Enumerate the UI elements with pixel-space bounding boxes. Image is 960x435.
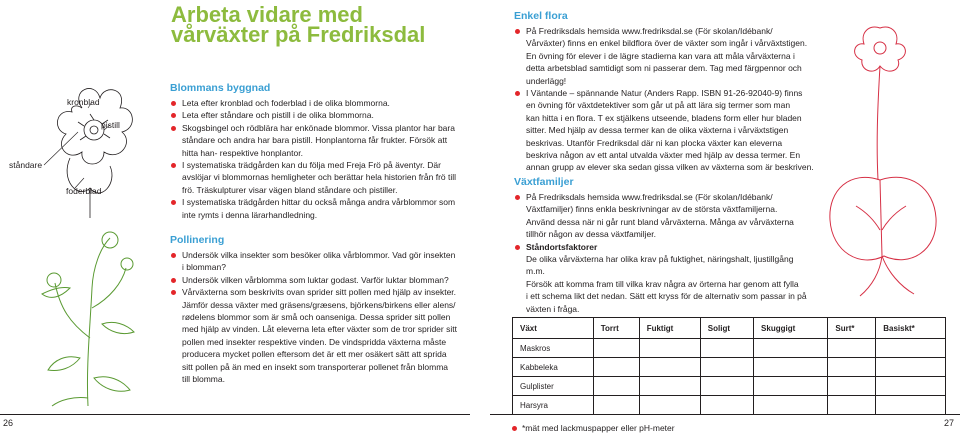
list-item: På Fredriksdals hemsida www.fredriksdal.se (För skolan/Idébank/: [514, 191, 814, 203]
table-cell: [639, 377, 700, 396]
label-standare: ståndare: [9, 160, 43, 170]
footnote: [512, 423, 675, 433]
table-cell: [754, 396, 828, 415]
table-row: [513, 358, 946, 377]
table-cell: [593, 377, 639, 396]
table-header-cell: Basiskt*: [876, 318, 946, 339]
list-item-continuation: beskrivas. Utanför Fredriksdal där ni kan plocka växter kan eleverna: [526, 137, 783, 148]
table-cell: [593, 358, 639, 377]
table-header-row: [513, 318, 946, 339]
list-item: På Fredriksdals hemsida www.fredriksdal.se (För skolan/Idébank/: [514, 25, 814, 37]
title-line-2: vårväxter på Fredriksdal: [171, 22, 426, 47]
table-header-cell: Torrt: [593, 318, 639, 339]
table-header-cell: Fuktigt: [639, 318, 700, 339]
table-cell-plant: Gulplister: [513, 377, 594, 396]
table-header-cell: Soligt: [700, 318, 753, 339]
list-item-continuation: underlägg!: [526, 75, 567, 86]
table-cell: [593, 396, 639, 415]
table-header-cell: Surt*: [828, 318, 876, 339]
section-blommans-byggnad: [170, 82, 490, 221]
list-item-continuation: rødelens blommor som är små och oanseniga. Dessa sprider sitt pollen: [182, 312, 451, 323]
list-item-continuation: De olika vårväxterna har olika krav på fuktighet, näringshalt, ljustillgång: [526, 254, 794, 265]
section-pollinering: [170, 234, 490, 385]
list-item-continuation: pollen med insekter respektive vinden. De vindspridda växterna måste: [182, 336, 447, 347]
table-cell: [700, 396, 753, 415]
footer-rule-right: [490, 414, 960, 415]
list-item-continuation: sitter. Med hjälp av dessa termer kan de olika växterna i vårväxtstigen: [526, 125, 789, 136]
list-item-continuation: En övning för elever i de lägre stadierna kan vara att måla vårväxterna i: [526, 50, 795, 61]
list-item-continuation: kan hitta i en flora. T ex stjälkens utseende, bladens form eller hur bladen: [526, 112, 802, 123]
table-cell: [828, 396, 876, 415]
list-item: I systematiska trädgården kan du följa med Freja Frö på äventyr. Där: [170, 159, 490, 171]
list-item-continuation: med hjälp av vinden. Låt eleverna leta efter växter som de tror sprider sitt: [182, 324, 457, 335]
table-cell: [700, 339, 753, 358]
list-item-continuation: m.m.: [526, 266, 545, 277]
table-cell: [700, 377, 753, 396]
list-item-continuation: detta arbetsblad samtidigt som ni passerar dem. Tag med färgpennor och: [526, 63, 802, 74]
list-item-continuation: Jämför dessa växter med gräsens/græsens, björkens/birkens eller alens/: [182, 299, 456, 310]
list-item-heading: Ståndortsfaktorer: [514, 241, 814, 253]
heading-pollinering: Pollinering: [170, 234, 225, 246]
page-title: [171, 2, 471, 47]
footer-rule-left: [0, 414, 470, 415]
list-item-continuation: Vårväxter) finns en enkel bildflora över de växter som ingår i vårväxtstigen.: [526, 38, 808, 49]
list-item-continuation: Använd dessa när ni går runt bland vårväxterna. Många av vårväxterna: [526, 216, 794, 227]
list-item-continuation: växten i fråga.: [526, 303, 580, 314]
page-number-right: 27: [944, 418, 955, 428]
table-cell: [876, 339, 946, 358]
table-cell: [828, 377, 876, 396]
list-item-continuation: ståndare och andra har bara pistill. Honplantorna får frukter. Försök att: [182, 135, 448, 146]
table-cell: [754, 339, 828, 358]
label-kronblad: kronblad: [67, 97, 100, 107]
list-item-continuation: Växtfamiljer) finns enkla beskrivningar av de största växtfamiljerna.: [526, 204, 778, 215]
list-item-continuation: sitt pollen på än med en insekt som transporterar pollenet från blomma: [182, 361, 448, 372]
buttercup-plant-illustration: [30, 228, 150, 408]
section-vaxtfamiljer: [514, 176, 814, 315]
list-item-continuation: i ett schema likt det nedan. Sätt ett kryss för de alternativ som passar in på: [526, 291, 807, 302]
table-cell: [700, 358, 753, 377]
table-row: [513, 339, 946, 358]
list-item-continuation: till blomma.: [182, 374, 225, 385]
heading-enkel-flora: Enkel flora: [514, 10, 568, 22]
list-item-continuation: Försök att komma fram till vilka krav några av örterna har genom att fylla: [526, 278, 799, 289]
table-cell: [639, 339, 700, 358]
list-item-continuation: i blomman?: [182, 262, 226, 273]
list-item: Vårväxterna som beskrivits ovan sprider sitt pollen med hjälp av insekter.: [170, 286, 490, 298]
table-cell: [828, 339, 876, 358]
section-enkel-flora: [514, 10, 814, 174]
heading-vaxtfamiljer: Växtfamiljer: [514, 176, 574, 188]
table-row: [513, 377, 946, 396]
list-item-continuation: producera mycket pollen eftersom det är ett mer osäkert sätt att sprida: [182, 349, 447, 360]
table-row: [513, 396, 946, 415]
title-line-1: Arbeta vidare med: [171, 2, 363, 27]
label-foderblad: foderblad: [66, 186, 102, 196]
list-item-continuation: annan grupp av elever ska sedan gissa vilken av växterna som är beskriven.: [526, 162, 814, 173]
list-item-continuation: tillhör någon av dessa växtfamiljer.: [526, 229, 656, 240]
table-cell: [593, 339, 639, 358]
table-cell-plant: Harsyra: [513, 396, 594, 415]
table-cell: [876, 377, 946, 396]
list-item-continuation: avslöjar vi blommornas hemligheter och berättar hela historien från frö till: [182, 172, 457, 183]
list-item: I Väntande – spännande Natur (Anders Rapp. ISBN 91-26-92040-9) finns: [514, 87, 814, 99]
list-item: Leta efter ståndare och pistill i de olika blommorna.: [170, 109, 490, 121]
list-item: Undersök vilka insekter som besöker olika vårblommor. Vad gör insekten: [170, 249, 490, 261]
table-cell-plant: Kabbeleka: [513, 358, 594, 377]
flower-diagram-illustration: [0, 70, 165, 220]
table-header-cell: Växt: [513, 318, 594, 339]
list-item: Undersök vilken vårblomma som luktar godast. Varför luktar blomman?: [170, 274, 490, 286]
table-cell-plant: Maskros: [513, 339, 594, 358]
list-item-continuation: en övning för växtdetektiver som går ut på att lära sig termer som man: [526, 100, 791, 111]
footnote-text: *mät med lackmuspapper eller pH-meter: [522, 423, 675, 433]
list-item-continuation: beskriva någon av ett antal utvalda växter med hjälp av dessa termer. En: [526, 150, 801, 161]
wood-sorrel-plant-illustration: [810, 20, 958, 300]
table-cell: [754, 377, 828, 396]
table-cell: [828, 358, 876, 377]
list-item-continuation: inte rymts i denna lärarhandledning.: [182, 209, 318, 220]
list-item: Skogsbingel och rödblära har enkönade blommor. Vissa plantor har bara: [170, 122, 490, 134]
table-cell: [876, 358, 946, 377]
page-number-left: 26: [3, 418, 14, 428]
table-header-cell: Skuggigt: [754, 318, 828, 339]
label-pistill: pistill: [101, 120, 120, 130]
plant-conditions-table: [512, 317, 946, 415]
table-cell: [639, 396, 700, 415]
table-cell: [639, 358, 700, 377]
table-cell: [754, 358, 828, 377]
table-cell: [876, 396, 946, 415]
list-item-continuation: frö. Träskulpturer visar vägen bland ståndare och pistiller.: [182, 184, 398, 195]
heading-blommans-byggnad: Blommans byggnad: [170, 82, 271, 94]
bullet-icon: [512, 426, 517, 431]
list-item-continuation: hitta han- respektive honplantor.: [182, 147, 303, 158]
list-item: I systematiska trädgården hittar du också många andra vårblommor som: [170, 196, 490, 208]
list-item: Leta efter kronblad och foderblad i de olika blommorna.: [170, 97, 490, 109]
